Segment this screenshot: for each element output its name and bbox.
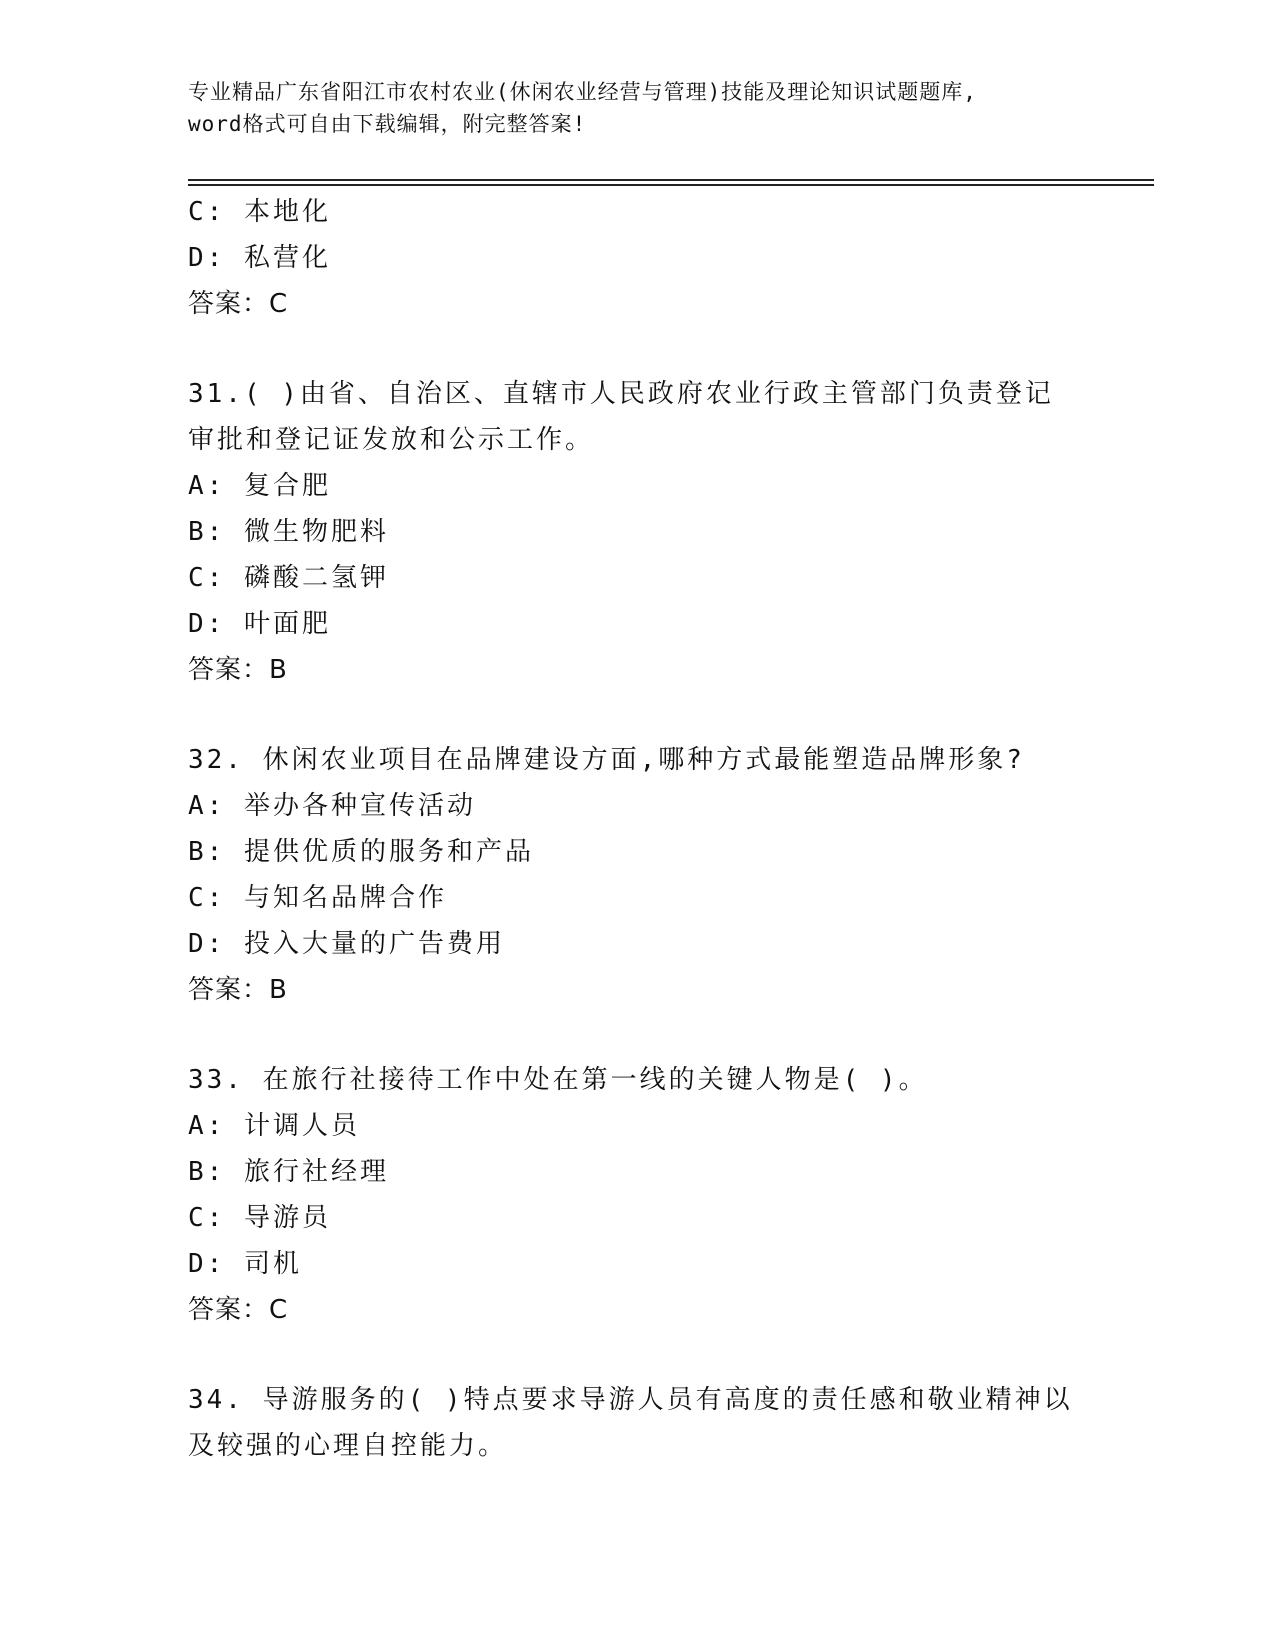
answer-line: 答案：C bbox=[188, 1295, 289, 1325]
option-c: C: 导游员 bbox=[188, 1203, 331, 1233]
question-31 bbox=[188, 371, 1088, 693]
question-stem-line-1: 31.( )由省、自治区、直辖市人民政府农业行政主管部门负责登记 bbox=[188, 379, 1054, 409]
option-d: D: 司机 bbox=[188, 1249, 302, 1279]
header-divider-bottom bbox=[188, 184, 1154, 186]
question-33 bbox=[188, 1057, 1088, 1333]
question-34 bbox=[188, 1377, 1088, 1469]
question-list bbox=[188, 189, 1088, 1469]
option-a: A: 计调人员 bbox=[188, 1111, 360, 1141]
question-stem-line-1: 33. 在旅行社接待工作中处在第一线的关键人物是( )。 bbox=[188, 1065, 928, 1095]
question-32 bbox=[188, 737, 1088, 1013]
option-c: C: 与知名品牌合作 bbox=[188, 883, 447, 913]
option-d: D: 投入大量的广告费用 bbox=[188, 929, 505, 959]
option-b: B: 微生物肥料 bbox=[188, 517, 389, 547]
header-title-line-2: word格式可自由下载编辑，附完整答案! bbox=[188, 112, 587, 136]
answer-line: 答案：C bbox=[188, 289, 289, 319]
question-stem-line-1: 32. 休闲农业项目在品牌建设方面,哪种方式最能塑造品牌形象? bbox=[188, 745, 1025, 775]
question-30-continued bbox=[188, 189, 1088, 327]
option-d: D: 叶面肥 bbox=[188, 609, 331, 639]
option-a: A: 举办各种宣传活动 bbox=[188, 791, 476, 821]
header-title-line-1: 专业精品广东省阳江市农村农业(休闲农业经营与管理)技能及理论知识试题题库, bbox=[188, 80, 977, 104]
option-c: C: 磷酸二氢钾 bbox=[188, 563, 389, 593]
option-c: C: 本地化 bbox=[188, 197, 331, 227]
header-divider-top bbox=[188, 179, 1154, 181]
answer-line: 答案：B bbox=[188, 975, 288, 1005]
document-header bbox=[188, 76, 1088, 140]
question-stem-line-2: 审批和登记证发放和公示工作。 bbox=[188, 425, 595, 455]
option-b: B: 旅行社经理 bbox=[188, 1157, 389, 1187]
option-a: A: 复合肥 bbox=[188, 471, 331, 501]
question-stem-line-1: 34. 导游服务的( )特点要求导游人员有高度的责任感和敬业精神以 bbox=[188, 1385, 1073, 1415]
option-d: D: 私营化 bbox=[188, 243, 331, 273]
answer-line: 答案：B bbox=[188, 655, 288, 685]
option-b: B: 提供优质的服务和产品 bbox=[188, 837, 534, 867]
question-stem-line-2: 及较强的心理自控能力。 bbox=[188, 1431, 508, 1461]
